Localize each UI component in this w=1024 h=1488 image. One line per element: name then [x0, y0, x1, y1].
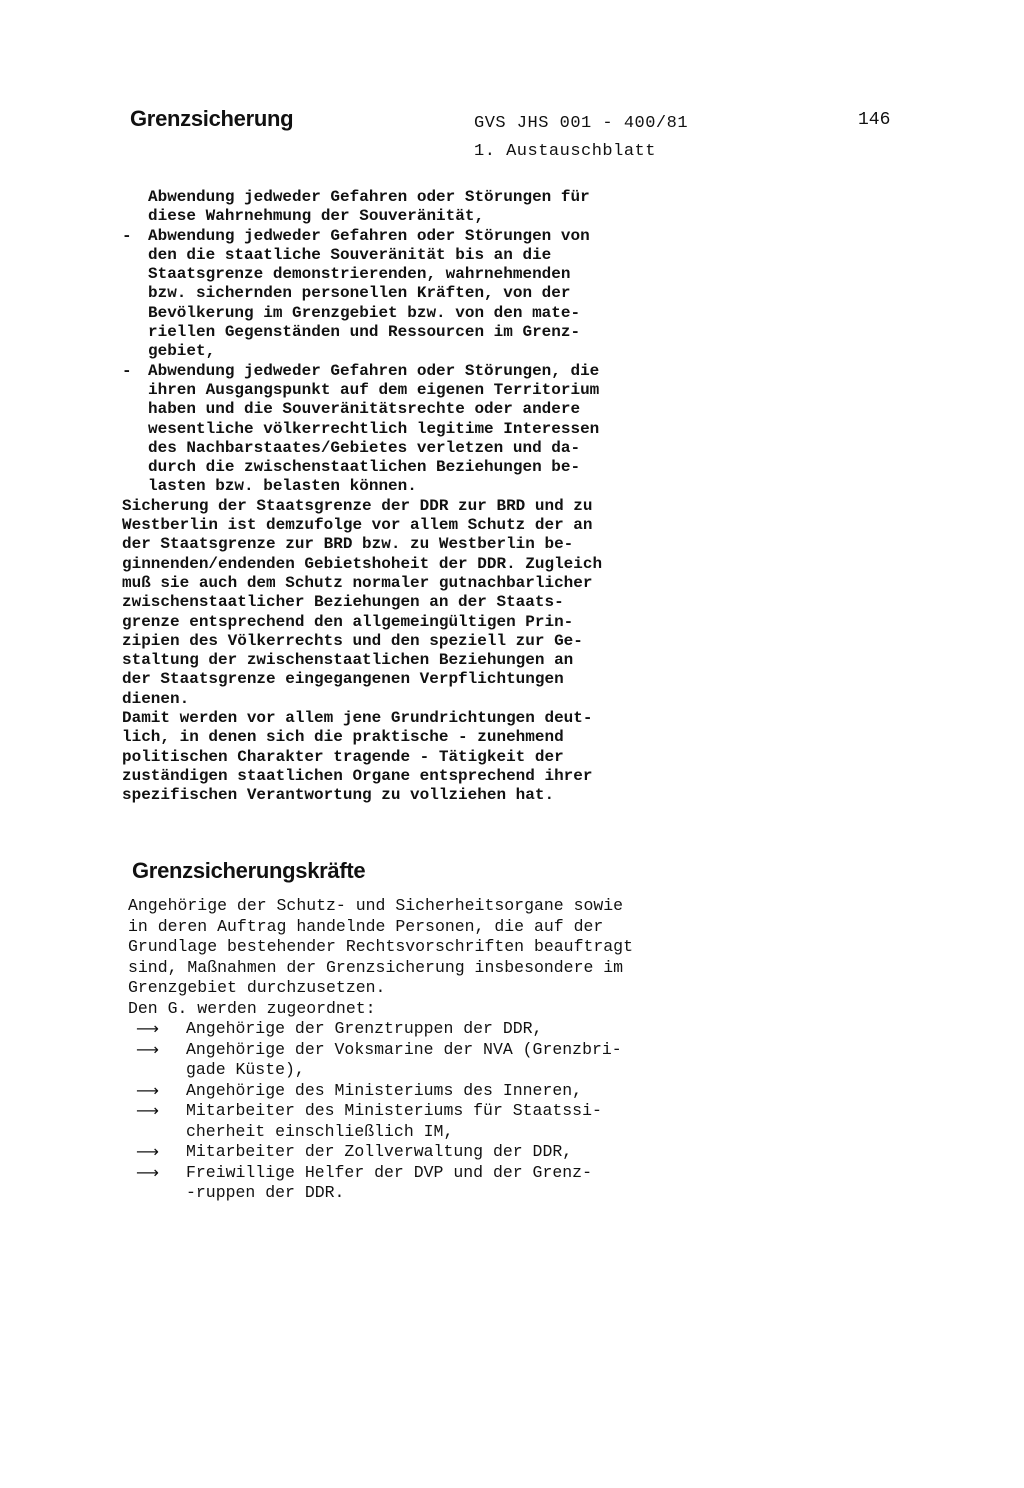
line-text: Staatsgrenze demonstrierenden, wahrnehmenden — [148, 265, 571, 284]
list-item-text: Angehörige der Grenztruppen der DDR, — [186, 1019, 543, 1038]
document-reference: GVS JHS 001 - 400/81 — [474, 114, 689, 133]
text-line: Damit werden vor allem jene Grundrichtungen deut- — [122, 709, 593, 728]
arrow-right-icon: ⟶ — [136, 1019, 159, 1038]
line-text: den die staatliche Souveränität bis an die — [148, 245, 552, 264]
list-item — [128, 1040, 633, 1061]
line-text: ihren Ausgangspunkt auf dem eigenen Territorium — [148, 380, 600, 399]
paragraph — [122, 497, 602, 806]
text-line — [122, 207, 602, 226]
text-line: Grenzgebiet durchzusetzen. — [128, 978, 386, 997]
line-text: Abwendung jedweder Gefahren oder Störungen für — [148, 188, 590, 206]
text-line: Den G. werden zugeordnet: — [128, 998, 376, 1018]
text-line — [122, 420, 602, 439]
text-line: grenze entsprechend den allgemeingültigen Prin- — [122, 612, 574, 631]
text-line: zwischenstaatlicher Beziehungen an der Staats- — [122, 593, 564, 612]
text-line — [122, 477, 602, 496]
dash-list — [122, 188, 602, 497]
text-line: dienen. — [122, 689, 190, 708]
line-text: riellen Gegenständen und Ressourcen im Grenz- — [148, 323, 581, 342]
text-line: spezifischen Verantwortung zu vollziehen hat. — [122, 786, 555, 805]
list-item-text: Mitarbeiter des Ministeriums für Staatssi- — [186, 1101, 602, 1120]
text-line: zipien des Völkerrechts und den speziell zur Ge- — [122, 631, 583, 650]
line-text: Bevölkerung im Grenzgebiet bzw. von den mate- — [148, 303, 581, 322]
text-line: staltung der zwischenstaatlichen Beziehungen an — [122, 651, 574, 670]
text-line: Westberlin ist demzufolge vor allem Schutz der an — [122, 516, 593, 535]
intro-paragraph — [128, 896, 633, 1019]
list-item-continuation — [128, 1183, 633, 1204]
page-number: 146 — [858, 110, 891, 130]
text-line: Sicherung der Staatsgrenze der DDR zur BRD und zu — [122, 496, 593, 515]
line-text: Abwendung jedweder Gefahren oder Störungen von — [148, 226, 590, 245]
line-text: des Nachbarstaates/Gebietes verletzen und da- — [148, 438, 581, 457]
text-line — [122, 342, 602, 361]
line-text: gebiet, — [148, 342, 216, 361]
list-dash: - — [122, 361, 132, 380]
text-line: der Staatsgrenze eingegangenen Verpflichtungen — [122, 670, 564, 689]
list-item-text: Angehörige der Voksmarine der NVA (Grenzbri- — [186, 1039, 622, 1059]
text-line — [122, 227, 602, 246]
list-item-text: Freiwillige Helfer der DVP und der Grenz- — [186, 1162, 592, 1182]
text-line — [122, 323, 602, 342]
text-line — [122, 188, 602, 207]
text-line: muß sie auch dem Schutz normaler gutnachbarlicher — [122, 573, 593, 592]
text-line — [122, 284, 602, 303]
text-line — [122, 304, 602, 323]
text-line: ginnenden/endenden Gebietshoheit der DDR. Zugleich — [122, 554, 603, 573]
page-header — [0, 0, 1024, 170]
text-line: in deren Auftrag handelnde Personen, die auf der — [128, 916, 604, 936]
arrow-right-icon: ⟶ — [136, 1142, 159, 1161]
section-heading: Grenzsicherungskräfte — [132, 858, 366, 883]
section-one-body — [122, 188, 602, 806]
document-subtitle: 1. Austauschblatt — [474, 142, 656, 161]
text-line — [122, 458, 602, 477]
line-text: lasten bzw. belasten können. — [148, 477, 417, 496]
list-item-continuation — [128, 1060, 633, 1081]
list-item-text: Angehörige des Ministeriums des Inneren, — [186, 1080, 583, 1100]
text-line: lich, in denen sich die praktische - zunehmend — [122, 728, 564, 747]
page-title: Grenzsicherung — [130, 106, 294, 131]
list-item — [128, 1101, 633, 1122]
arrow-right-icon: ⟶ — [136, 1080, 159, 1100]
list-item-continuation — [128, 1122, 633, 1143]
list-item — [128, 1163, 633, 1184]
text-line: sind, Maßnahmen der Grenzsicherung insbesondere im — [128, 957, 624, 977]
line-text: Abwendung jedweder Gefahren oder Störungen, die — [148, 361, 600, 380]
list-item — [128, 1142, 633, 1163]
text-line — [122, 265, 602, 284]
arrow-right-icon: ⟶ — [136, 1162, 159, 1182]
line-text: durch die zwischenstaatlichen Beziehungen be- — [148, 458, 581, 477]
text-line — [122, 362, 602, 381]
list-item-text: Mitarbeiter der Zollverwaltung der DDR, — [186, 1142, 573, 1161]
line-text: diese Wahrnehmung der Souveränität, — [148, 207, 485, 226]
arrow-list — [128, 1019, 633, 1204]
arrow-right-icon: ⟶ — [136, 1101, 159, 1120]
text-line: politischen Charakter tragende - Tätigkeit der — [122, 747, 564, 766]
text-line — [122, 400, 602, 419]
text-line — [122, 246, 602, 265]
line-text: haben und die Souveränitätsrechte oder andere — [148, 400, 581, 419]
list-dash: - — [122, 226, 132, 245]
text-line: zuständigen staatlichen Organe entsprechend ihrer — [122, 766, 593, 785]
text-line — [122, 439, 602, 458]
list-item-text: gade Küste), — [186, 1060, 305, 1079]
list-item-text: -ruppen der DDR. — [186, 1183, 345, 1202]
text-line: Grundlage bestehender Rechtsvorschriften beauftragt — [128, 937, 633, 956]
line-text: wesentliche völkerrechtlich legitime Interessen — [148, 419, 600, 438]
list-item — [128, 1081, 633, 1102]
line-text: bzw. sichernden personellen Kräften, von der — [148, 284, 571, 303]
list-item-text: cherheit einschließlich IM, — [186, 1121, 454, 1141]
text-line: Angehörige der Schutz- und Sicherheitsorgane sowie — [128, 896, 624, 915]
text-line — [122, 381, 602, 400]
section-two-body — [128, 896, 633, 1204]
arrow-right-icon: ⟶ — [136, 1039, 159, 1059]
text-line: der Staatsgrenze zur BRD bzw. zu Westberlin be- — [122, 535, 574, 554]
list-item — [128, 1019, 633, 1040]
